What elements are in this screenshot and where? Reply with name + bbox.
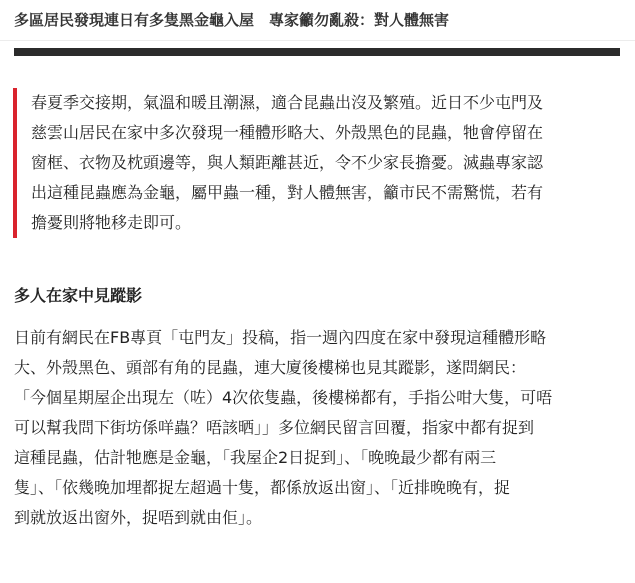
- body-line: 日前有網民在FB專頁「屯門友」投稿，指一週內四度在家中發現這種體形略: [14, 328, 547, 347]
- body-line: 隻」、「依幾晚加埋都捉左超過十隻，都係放返出窗」、「近排晚晚有，捉: [14, 478, 511, 497]
- body-line: 到就放返出窗外，捉唔到就由佢」。: [14, 508, 263, 527]
- lead-line: 春夏季交接期，氣溫和暖且潮濕，適合昆蟲出沒及繁殖。近日不少屯門及: [31, 93, 544, 112]
- lead-line: 擔憂則將牠移走即可。: [31, 213, 192, 232]
- header-image-strip: [14, 48, 620, 56]
- body-line: 「今個星期屋企出現左（咗）4次依隻蟲，後樓梯都有，手指公咁大隻，可唔: [14, 388, 553, 407]
- lead-quote-block: [13, 88, 613, 238]
- body-line: 可以幫我問下街坊係咩蟲？唔該晒」」多位網民留言回覆，指家中都有捉到: [14, 418, 535, 437]
- article-headline: 多區居民發現連日有多隻黑金龜入屋 專家籲勿亂殺：對人體無害: [14, 11, 450, 29]
- article-header: [0, 0, 635, 41]
- lead-line: 慈雲山居民在家中多次發現一種體形略大、外殼黑色的昆蟲，牠會停留在: [31, 123, 544, 142]
- section-subheading: 多人在家中見蹤影: [14, 286, 143, 305]
- body-paragraph: [14, 323, 624, 533]
- lead-line: 出這種昆蟲應為金龜，屬甲蟲一種，對人體無害，籲市民不需驚慌，若有: [31, 183, 544, 202]
- lead-paragraph: [31, 88, 631, 238]
- body-line: 這種昆蟲，估計牠應是金龜，「我屋企2日捉到」、「晚晚最少都有兩三: [14, 448, 497, 467]
- body-line: 大、外殼黑色、頭部有角的昆蟲，連大廈後樓梯也見其蹤影，遂問網民：: [14, 358, 527, 377]
- lead-line: 窗框、衣物及枕頭邊等，與人類距離甚近，令不少家長擔憂。滅蟲專家認: [31, 153, 544, 172]
